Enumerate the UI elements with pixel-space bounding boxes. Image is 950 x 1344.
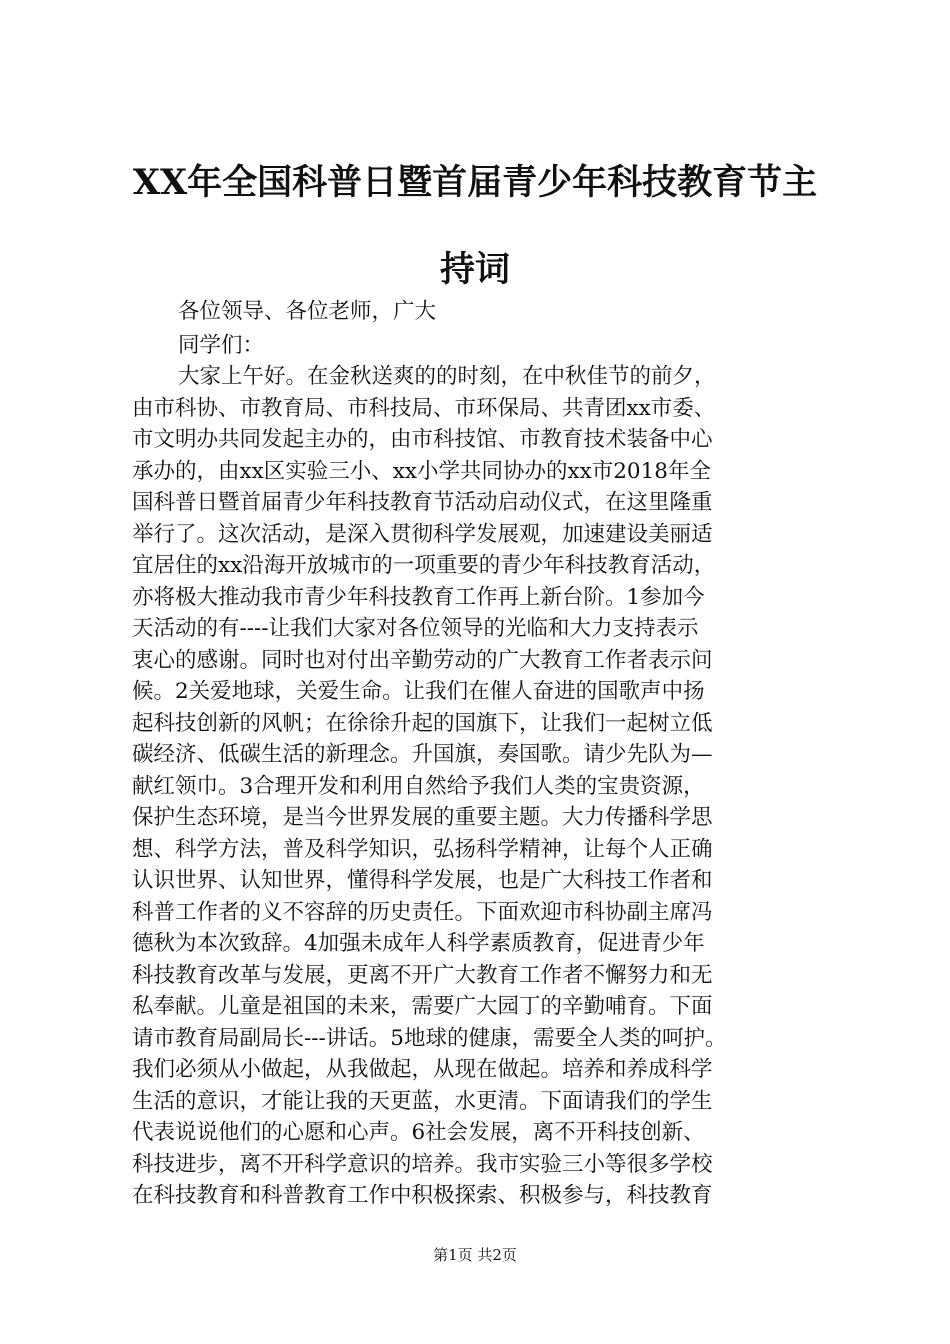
body-line: 在科技教育和科普教育工作中积极探索、积极参与，科技教育: [132, 1183, 713, 1208]
body-line: 衷心的感谢。同时也对付出辛勤劳动的广大教育工作者表示问: [132, 648, 713, 673]
body-line: 私奉献。儿童是祖国的未来，需要广大园丁的辛勤哺育。下面: [132, 994, 713, 1019]
body-line: 科技教育改革与发展，更离不开广大教育工作者不懈努力和无: [132, 963, 713, 988]
document-title-line-1: XX年全国科普日暨首届青少年科技教育节主: [132, 162, 818, 203]
salutation-line-2: 同学们：: [178, 333, 265, 358]
body-line: 国科普日暨首届青少年科技教育节活动启动仪式，在这里隆重: [132, 490, 713, 515]
body-line: 由市科协、市教育局、市科技局、市环保局、共青团xx市委、: [132, 396, 716, 421]
body-line: 德秋为本次致辞。4加强未成年人科学素质教育，促进青少年: [132, 931, 705, 956]
body-line: 碳经济、低碳生活的新理念。升国旗，奏国歌。请少先队为—: [132, 742, 713, 767]
body-line: 科技进步，离不开科学意识的培养。我市实验三小等很多学校: [132, 1152, 713, 1177]
body-line: 起科技创新的风帆；在徐徐升起的国旗下，让我们一起树立低: [132, 711, 713, 736]
body-line: 宜居住的xx沿海开放城市的一项重要的青少年科技教育活动，: [132, 553, 716, 578]
body-line: 代表说说他们的心愿和心声。6社会发展，离不开科技创新、: [132, 1120, 705, 1145]
body-line: 我们必须从小做起，从我做起，从现在做起。培养和养成科学: [132, 1057, 713, 1082]
body-line: 举行了。这次活动，是深入贯彻科学发展观，加速建设美丽适: [132, 522, 713, 547]
body-line: 亦将极大推动我市青少年科技教育工作再上新台阶。1参加今: [132, 585, 705, 610]
body-line: 献红领巾。3合理开发和利用自然给予我们人类的宝贵资源，: [132, 774, 705, 799]
body-line: 承办的，由xx区实验三小、xx小学共同协办的xx市2018年全: [132, 459, 711, 484]
body-line: 请市教育局副局长---讲话。5地球的健康，需要全人类的呵护。: [132, 1026, 727, 1051]
document-title-line-2: 持词: [439, 249, 510, 290]
body-line: 大家上午好。在金秋送爽的的时刻，在中秋佳节的前夕，: [178, 364, 716, 389]
body-line: 想、科学方法，普及科学知识，弘扬科学精神，让每个人正确: [132, 837, 713, 862]
body-line: 候。2关爱地球，关爱生命。让我们在催人奋进的国歌声中扬: [132, 679, 705, 704]
body-line: 市文明办共同发起主办的，由市科技馆、市教育技术装备中心: [132, 427, 713, 452]
body-line: 保护生态环境，是当今世界发展的重要主题。大力传播科学思: [132, 805, 713, 830]
body-line: 科普工作者的义不容辞的历史责任。下面欢迎市科协副主席冯: [132, 900, 713, 925]
body-line: 生活的意识，才能让我的天更蓝，水更清。下面请我们的学生: [132, 1089, 713, 1114]
body-line: 认识世界、认知世界，懂得科学发展，也是广大科技工作者和: [132, 868, 713, 893]
body-line: 天活动的有----让我们大家对各位领导的光临和大力支持表示: [132, 616, 699, 641]
salutation-line-1: 各位领导、各位老师，广大: [178, 299, 437, 324]
page-footer: 第1页 共2页: [433, 1246, 517, 1264]
